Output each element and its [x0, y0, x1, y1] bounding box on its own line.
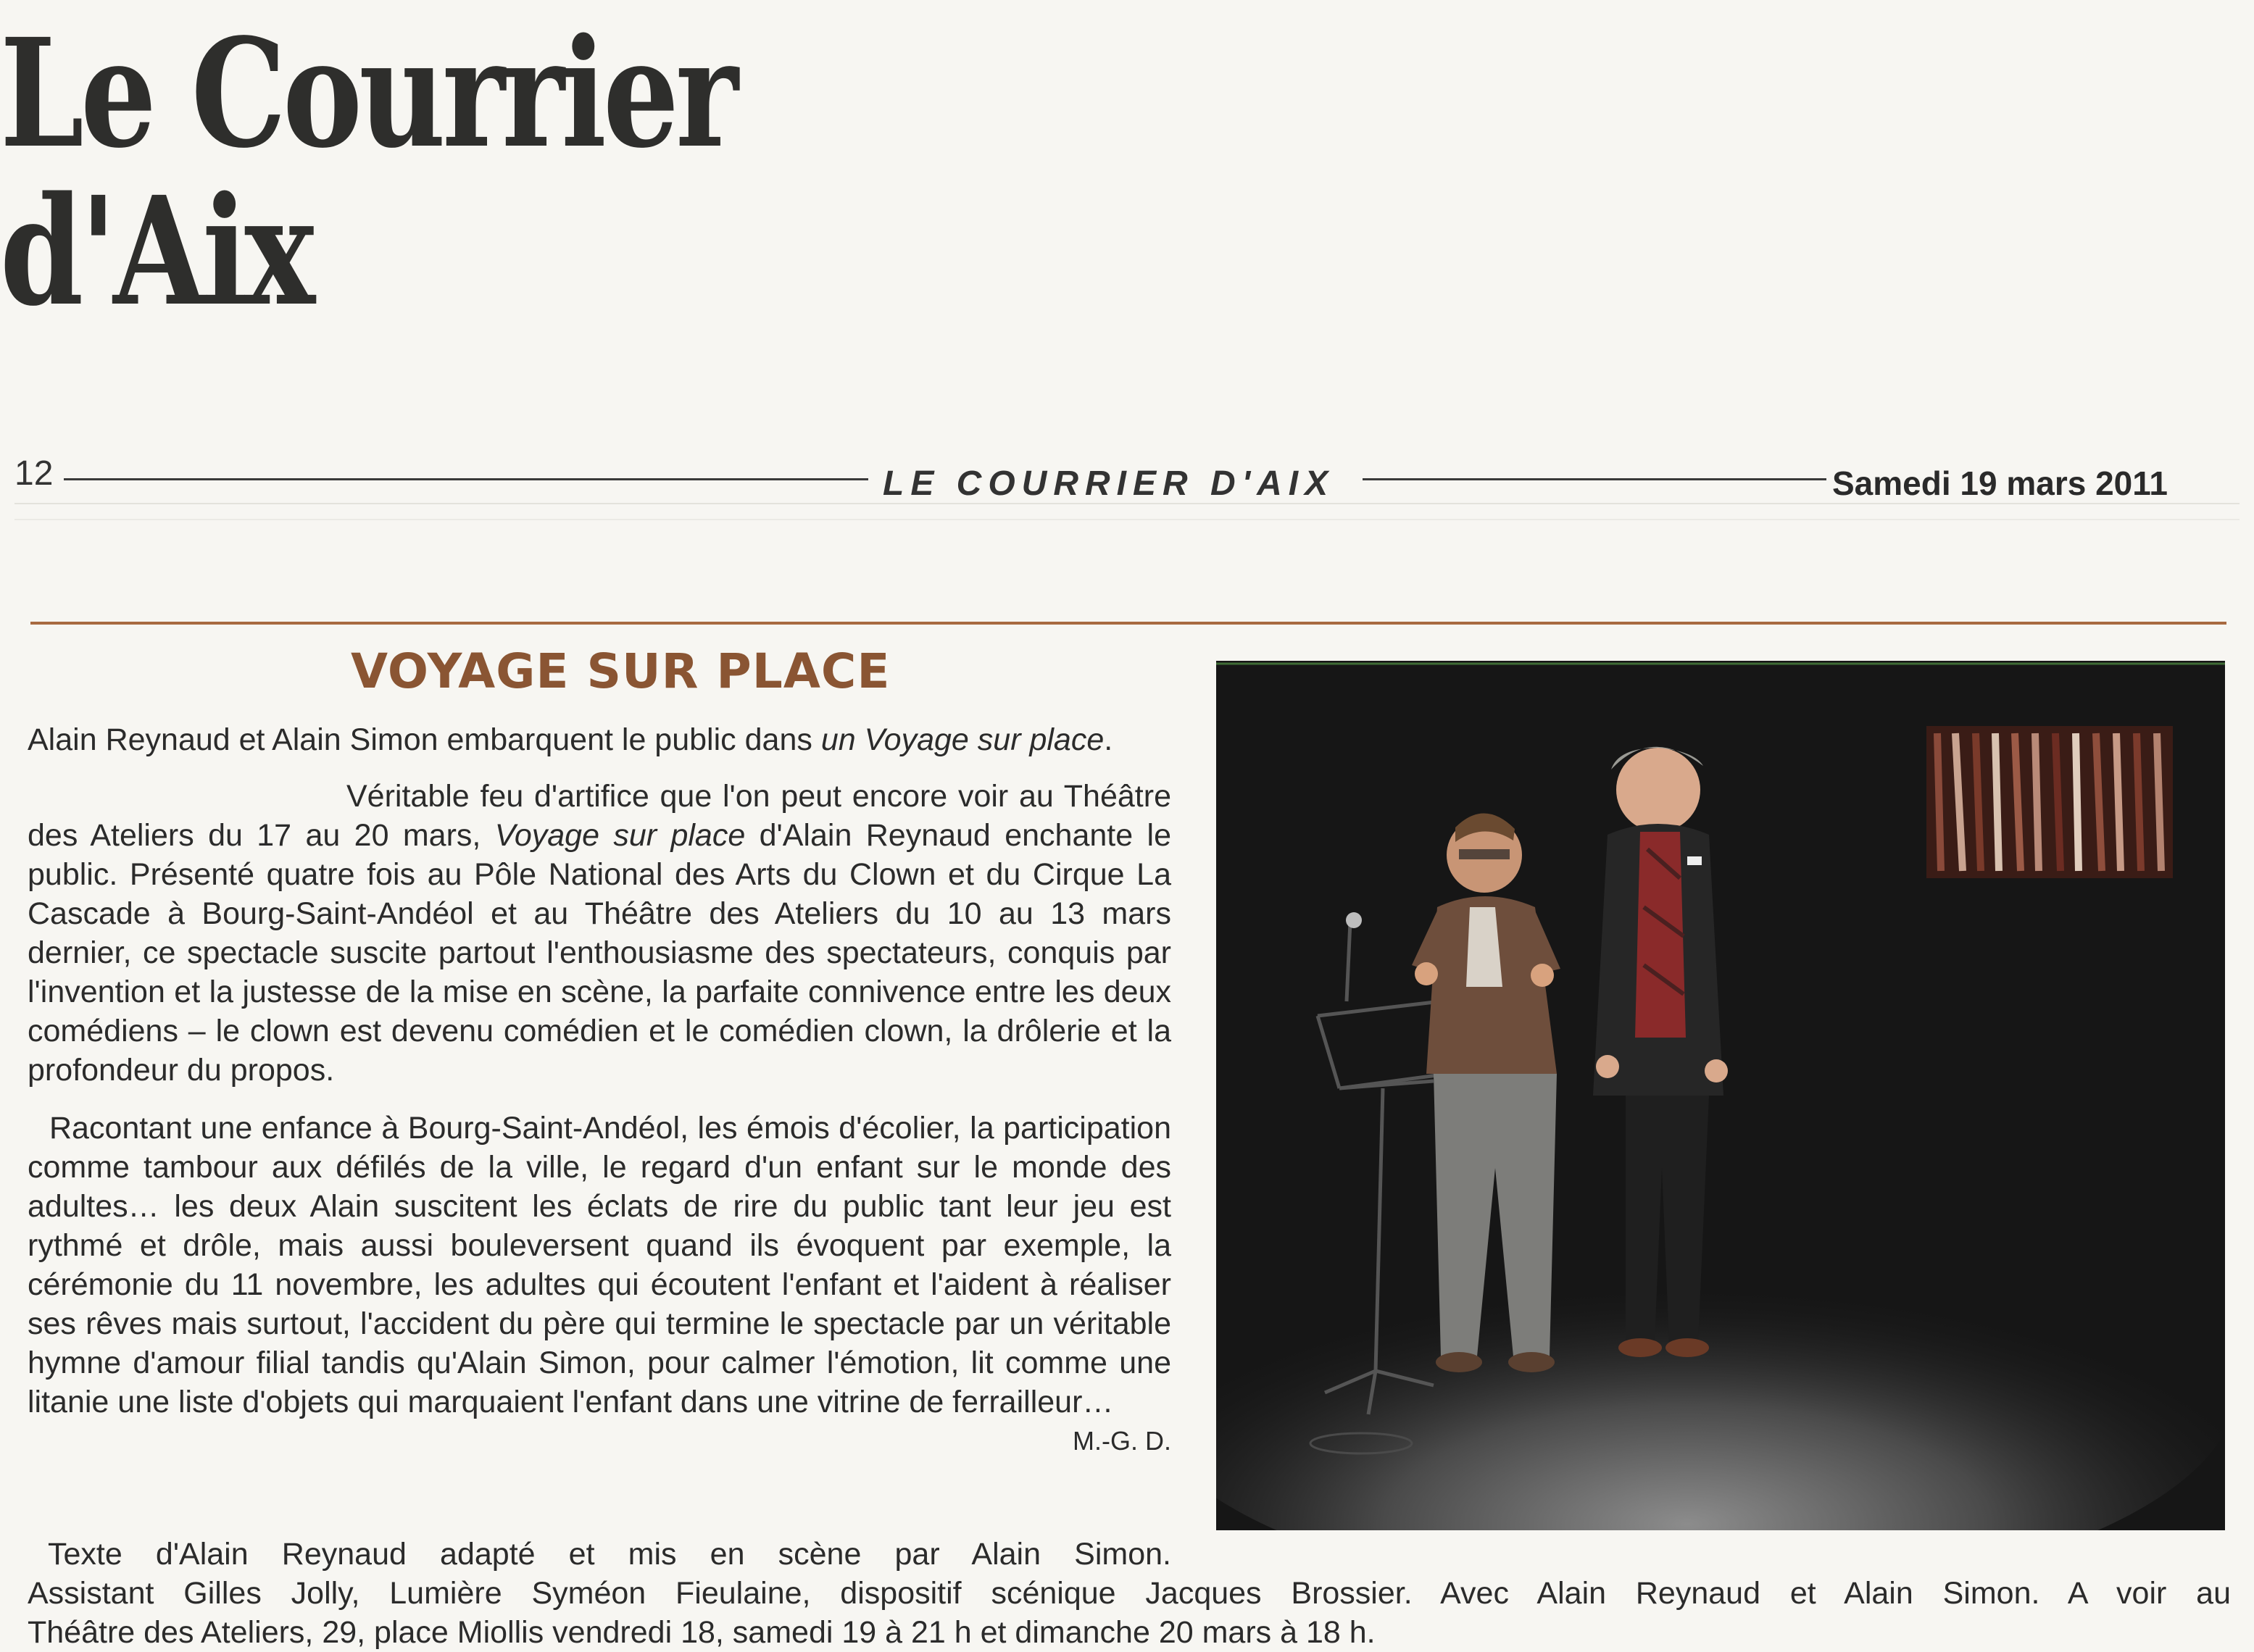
folio-rule-right	[1363, 478, 1826, 480]
p1-text-a: Véritable feu d'artifice que l'on peut encore voir au Théâtre des Ateliers du 17 au 20 mars,	[28, 779, 1171, 853]
bleed-through-band	[14, 503, 2240, 520]
stage-photo-illustration	[1216, 661, 2225, 1530]
lede-suffix: .	[1104, 722, 1113, 757]
credits-line-2: Assistant Gilles Jolly, Lumière Syméon Fieulaine, dispositif scénique Jacques Brossier. Avec Alain Reynaud et Alain Simon. A voir au	[28, 1576, 2231, 1611]
credits-line-3: Théâtre des Ateliers, 29, place Miollis vendredi 18, samedi 19 à 21 h et dimanche 20 mars à 18 h.	[28, 1615, 1376, 1650]
credits	[28, 1535, 2231, 1652]
paper-name: LE COURRIER D'AIX	[883, 464, 1335, 503]
folio-rule-left	[64, 478, 868, 480]
masthead-line-2: d'Aix	[0, 164, 312, 339]
author-signature: M.-G. D.	[1073, 1426, 1171, 1456]
folio-bar	[0, 443, 2254, 523]
article-body	[28, 720, 1171, 1461]
masthead-line-1: Le Courrier	[0, 6, 736, 181]
p1-text-b: d'Alain Reynaud enchante le public. Présenté quatre fois au Pôle National des Arts du Clown et du Cirque La Cascade à Bourg-Saint-Andéol et au Théâtre des Ateliers du 10 au 13 mars dernier, ce spectacle suscite partout l'enthousiasme des spectateurs, conquis par l'invention et la justesse de la mise en scène, la parfaite connivence entre les deux comédiens – le clown est devenu comédien et le comédien clown, la drôlerie et la profondeur du propos.	[28, 818, 1171, 1088]
p2-text: Racontant une enfance à Bourg-Saint-Andéol, les émois d'écolier, la participation comme tambour aux défilés de la ville, le regard d'un enfant sur le monde des adultes… les deux Alain suscitent les éclats de rire du public tant leur jeu est rythmé et drôle, mais aussi bouleversent quand ils évoquent par exemple, la cérémonie du 11 novembre, les adultes qui écoutent l'enfant et l'aident à réaliser ses rêves mais surtout, l'accident du père qui termine le spectacle par un véritable hymne d'amour filial tandis qu'Alain Simon, pour calmer l'émotion, lit comme une litanie une liste d'objets qui marquaient l'enfant dans une vitrine de ferrailleur…	[28, 1111, 1171, 1419]
stage-photo	[1216, 661, 2225, 1530]
masthead	[0, 6, 736, 339]
page-number: 12	[14, 454, 54, 493]
section-rule	[30, 622, 2226, 625]
article-headline: VOYAGE SUR PLACE	[351, 643, 891, 699]
article-lede	[28, 720, 1171, 759]
lede-prefix: Alain Reynaud et Alain Simon embarquent le public dans	[28, 722, 821, 757]
p1-italic: Voyage sur place	[494, 818, 746, 853]
article-paragraph-2	[28, 1109, 1171, 1456]
lede-italic: un Voyage sur place	[820, 722, 1105, 757]
credits-line-1: Texte d'Alain Reynaud adapté et mis en scène par Alain Simon.	[48, 1537, 1171, 1572]
issue-date: Samedi 19 mars 2011	[1832, 464, 2168, 502]
article-paragraph-1	[28, 777, 1171, 1090]
